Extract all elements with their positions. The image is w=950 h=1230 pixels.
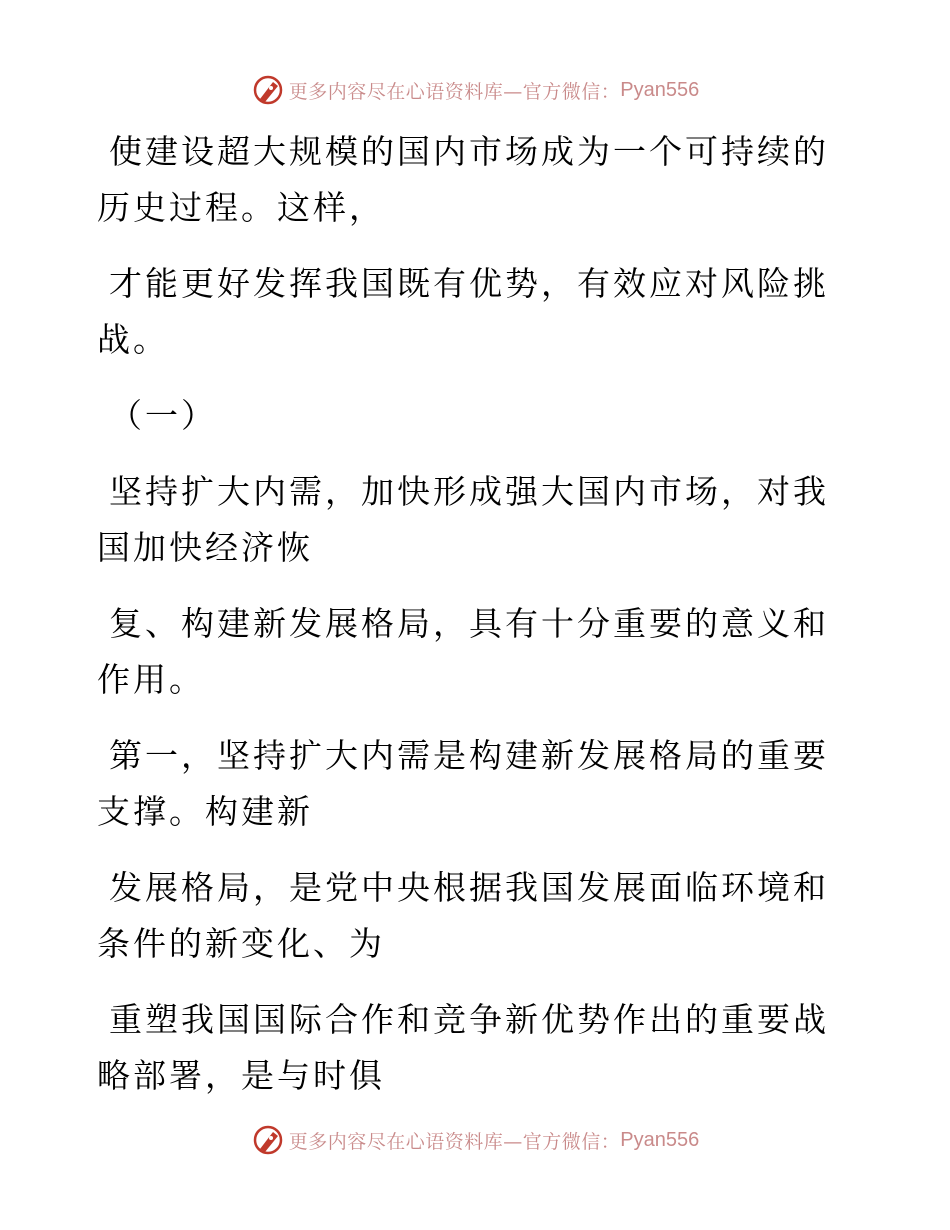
- paragraph: 才能更好发挥我国既有优势，有效应对风险挑战。: [97, 264, 829, 359]
- paragraph: 复、构建新发展格局，具有十分重要的意义和作用。: [97, 604, 829, 699]
- pen-nib-circle-icon: [251, 73, 285, 107]
- watermark-text: 更多内容尽在心语资料库—官方微信：: [288, 80, 621, 103]
- document-body: [97, 124, 837, 1124]
- section-number: （一）: [109, 396, 217, 435]
- paragraph: 使建设超大规模的国内市场成为一个可持续的历史过程。这样，: [97, 132, 829, 227]
- paragraph: 坚持扩大内需，加快形成强大国内市场，对我国加快经济恢: [97, 472, 829, 567]
- watermark-wechat-id: Pyan556: [620, 78, 700, 101]
- paragraph: 发展格局，是党中央根据我国发展面临环境和条件的新变化、为: [97, 868, 829, 963]
- watermark-wechat-id: Pyan556: [620, 1128, 700, 1151]
- footer-watermark: [0, 1120, 950, 1160]
- pen-nib-circle-icon: [251, 1123, 285, 1157]
- header-watermark: [0, 70, 950, 110]
- watermark-text: 更多内容尽在心语资料库—官方微信：: [288, 1130, 621, 1153]
- paragraph: 第一，坚持扩大内需是构建新发展格局的重要支撑。构建新: [97, 736, 829, 831]
- paragraph: 重塑我国国际合作和竞争新优势作出的重要战略部署，是与时俱: [97, 1000, 829, 1095]
